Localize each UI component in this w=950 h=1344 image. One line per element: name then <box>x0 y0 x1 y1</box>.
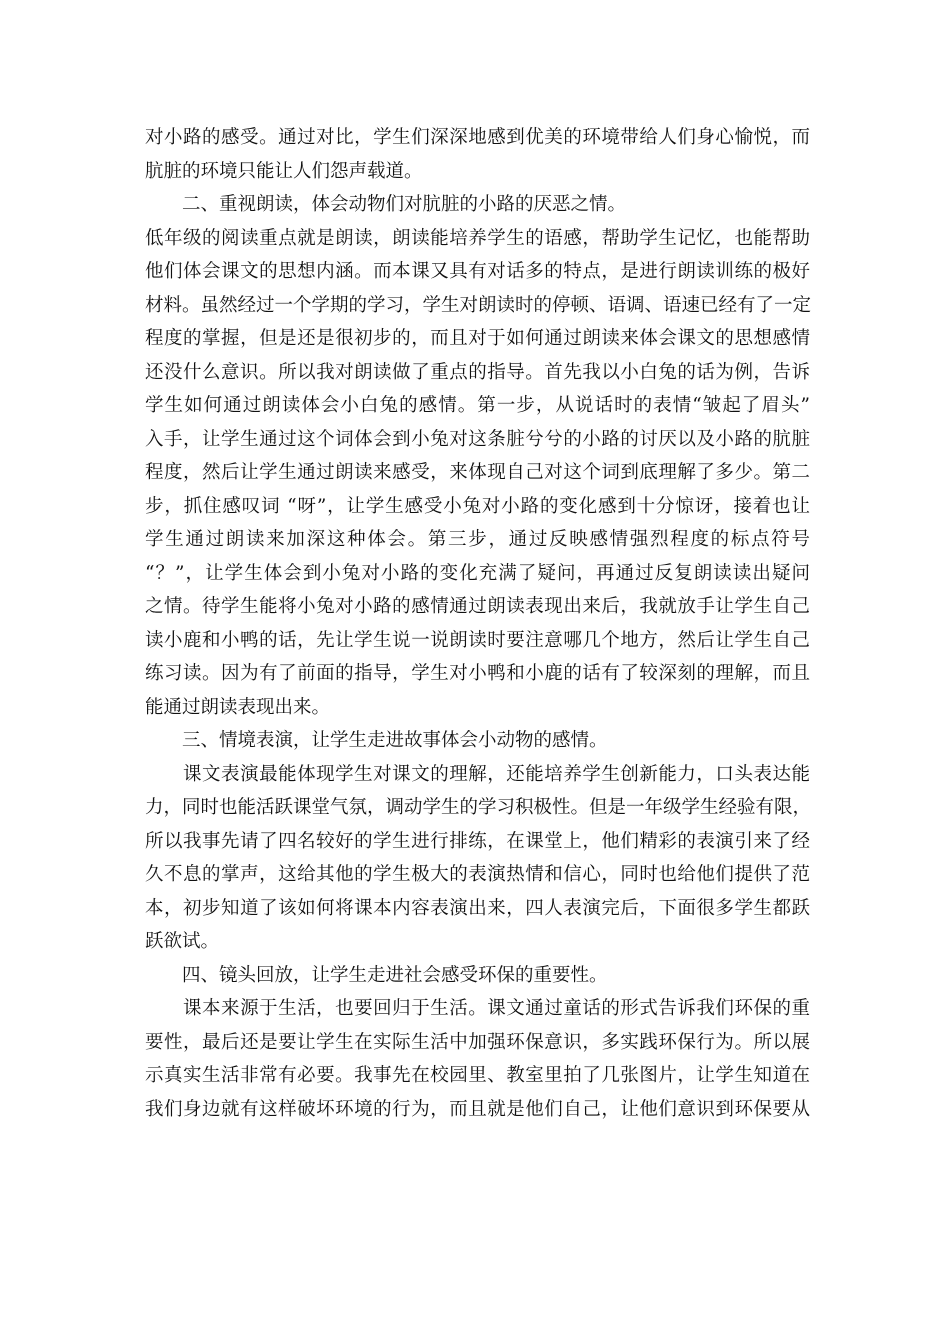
text-line: 要性，最后还是要让学生在实际生活中加强环保意识，多实践环保行为。所以展 <box>145 1031 810 1053</box>
text-line: 读小鹿和小鸭的话，先让学生说一说朗读时要注意哪几个地方，然后让学生自己 <box>145 629 810 651</box>
text-line: 示真实生活非常有必要。我事先在校园里、教室里拍了几张图片，让学生知道在 <box>145 1065 810 1086</box>
text-line: 所以我事先请了四名较好的学生进行排练，在课堂上，他们精彩的表演引来了经 <box>145 830 810 852</box>
text-line: “？”，让学生体会到小兔对小路的变化充满了疑问，再通过反复朗读读出疑问 <box>145 562 810 584</box>
text-line: 力，同时也能活跃课堂气氛，调动学生的学习积极性。但是一年级学生经验有限， <box>145 797 812 818</box>
text-line: 步，抓住感叹词 “呀”，让学生感受小兔对小路的变化感到十分惊讶，接着也让 <box>145 495 810 517</box>
text-line: 本，初步知道了该如何将课本内容表演出来，四人表演完后，下面很多学生都跃 <box>145 897 810 919</box>
text-line: 材料。虽然经过一个学期的学习，学生对朗读时的停顿、语调、语速已经有了一定 <box>145 294 812 316</box>
section-heading: 三、情境表演，让学生走进故事体会小动物的感情。 <box>145 730 608 751</box>
text-line: 跃欲试。 <box>145 931 220 952</box>
text-line: 入手，让学生通过这个词体会到小兔对这条脏兮兮的小路的讨厌以及小路的肮脏 <box>145 428 810 450</box>
text-line: 之情。待学生能将小兔对小路的感情通过朗读表现出来后，我就放手让学生自己 <box>145 596 810 617</box>
text-line: 课本来源于生活，也要回归于生活。课文通过童话的形式告诉我们环保的重 <box>145 998 810 1019</box>
body-text <box>145 121 810 1126</box>
text-line: 程度的掌握，但是还是很初步的，而且对于如何通过朗读来体会课文的思想感情 <box>145 328 810 349</box>
text-line: 对小路的感受。通过对比，学生们深深地感到优美的环境带给人们身心愉悦，而 <box>145 127 810 148</box>
text-line: 还没什么意识。所以我对朗读做了重点的指导。首先我以小白兔的话为例，告诉 <box>145 361 810 383</box>
text-line: 练习读。因为有了前面的指导，学生对小鸭和小鹿的话有了较深刻的理解，而且 <box>145 663 810 684</box>
text-line: 肮脏的环境只能让人们怨声载道。 <box>145 160 423 182</box>
section-heading: 四、镜头回放，让学生走进社会感受环保的重要性。 <box>145 964 608 986</box>
text-line: 低年级的阅读重点就是朗读，朗读能培养学生的语感，帮助学生记忆，也能帮助 <box>145 227 810 249</box>
text-line: 他们体会课文的思想内涵。而本课又具有对话多的特点，是进行朗读训练的极好 <box>145 261 810 282</box>
text-line: 能通过朗读表现出来。 <box>145 696 331 718</box>
text-line: 学生通过朗读来加深这种体会。第三步，通过反映感情强烈程度的标点符号 <box>145 529 810 550</box>
text-line: 程度，然后让学生通过朗读来感受，来体现自己对这个词到底理解了多少。第二 <box>145 462 810 483</box>
text-line: 课文表演最能体现学生对课文的理解，还能培养学生创新能力，口头表达能 <box>145 763 810 785</box>
text-line: 学生如何通过朗读体会小白兔的感情。第一步，从说话时的表情“皱起了眉头” <box>145 395 810 416</box>
text-line: 久不息的掌声，这给其他的学生极大的表演热情和信心，同时也给他们提供了范 <box>145 864 810 885</box>
text-line: 我们身边就有这样破坏环境的行为，而且就是他们自己，让他们意识到环保要从 <box>145 1098 810 1120</box>
section-heading: 二、重视朗读，体会动物们对肮脏的小路的厌恶之情。 <box>145 194 627 215</box>
